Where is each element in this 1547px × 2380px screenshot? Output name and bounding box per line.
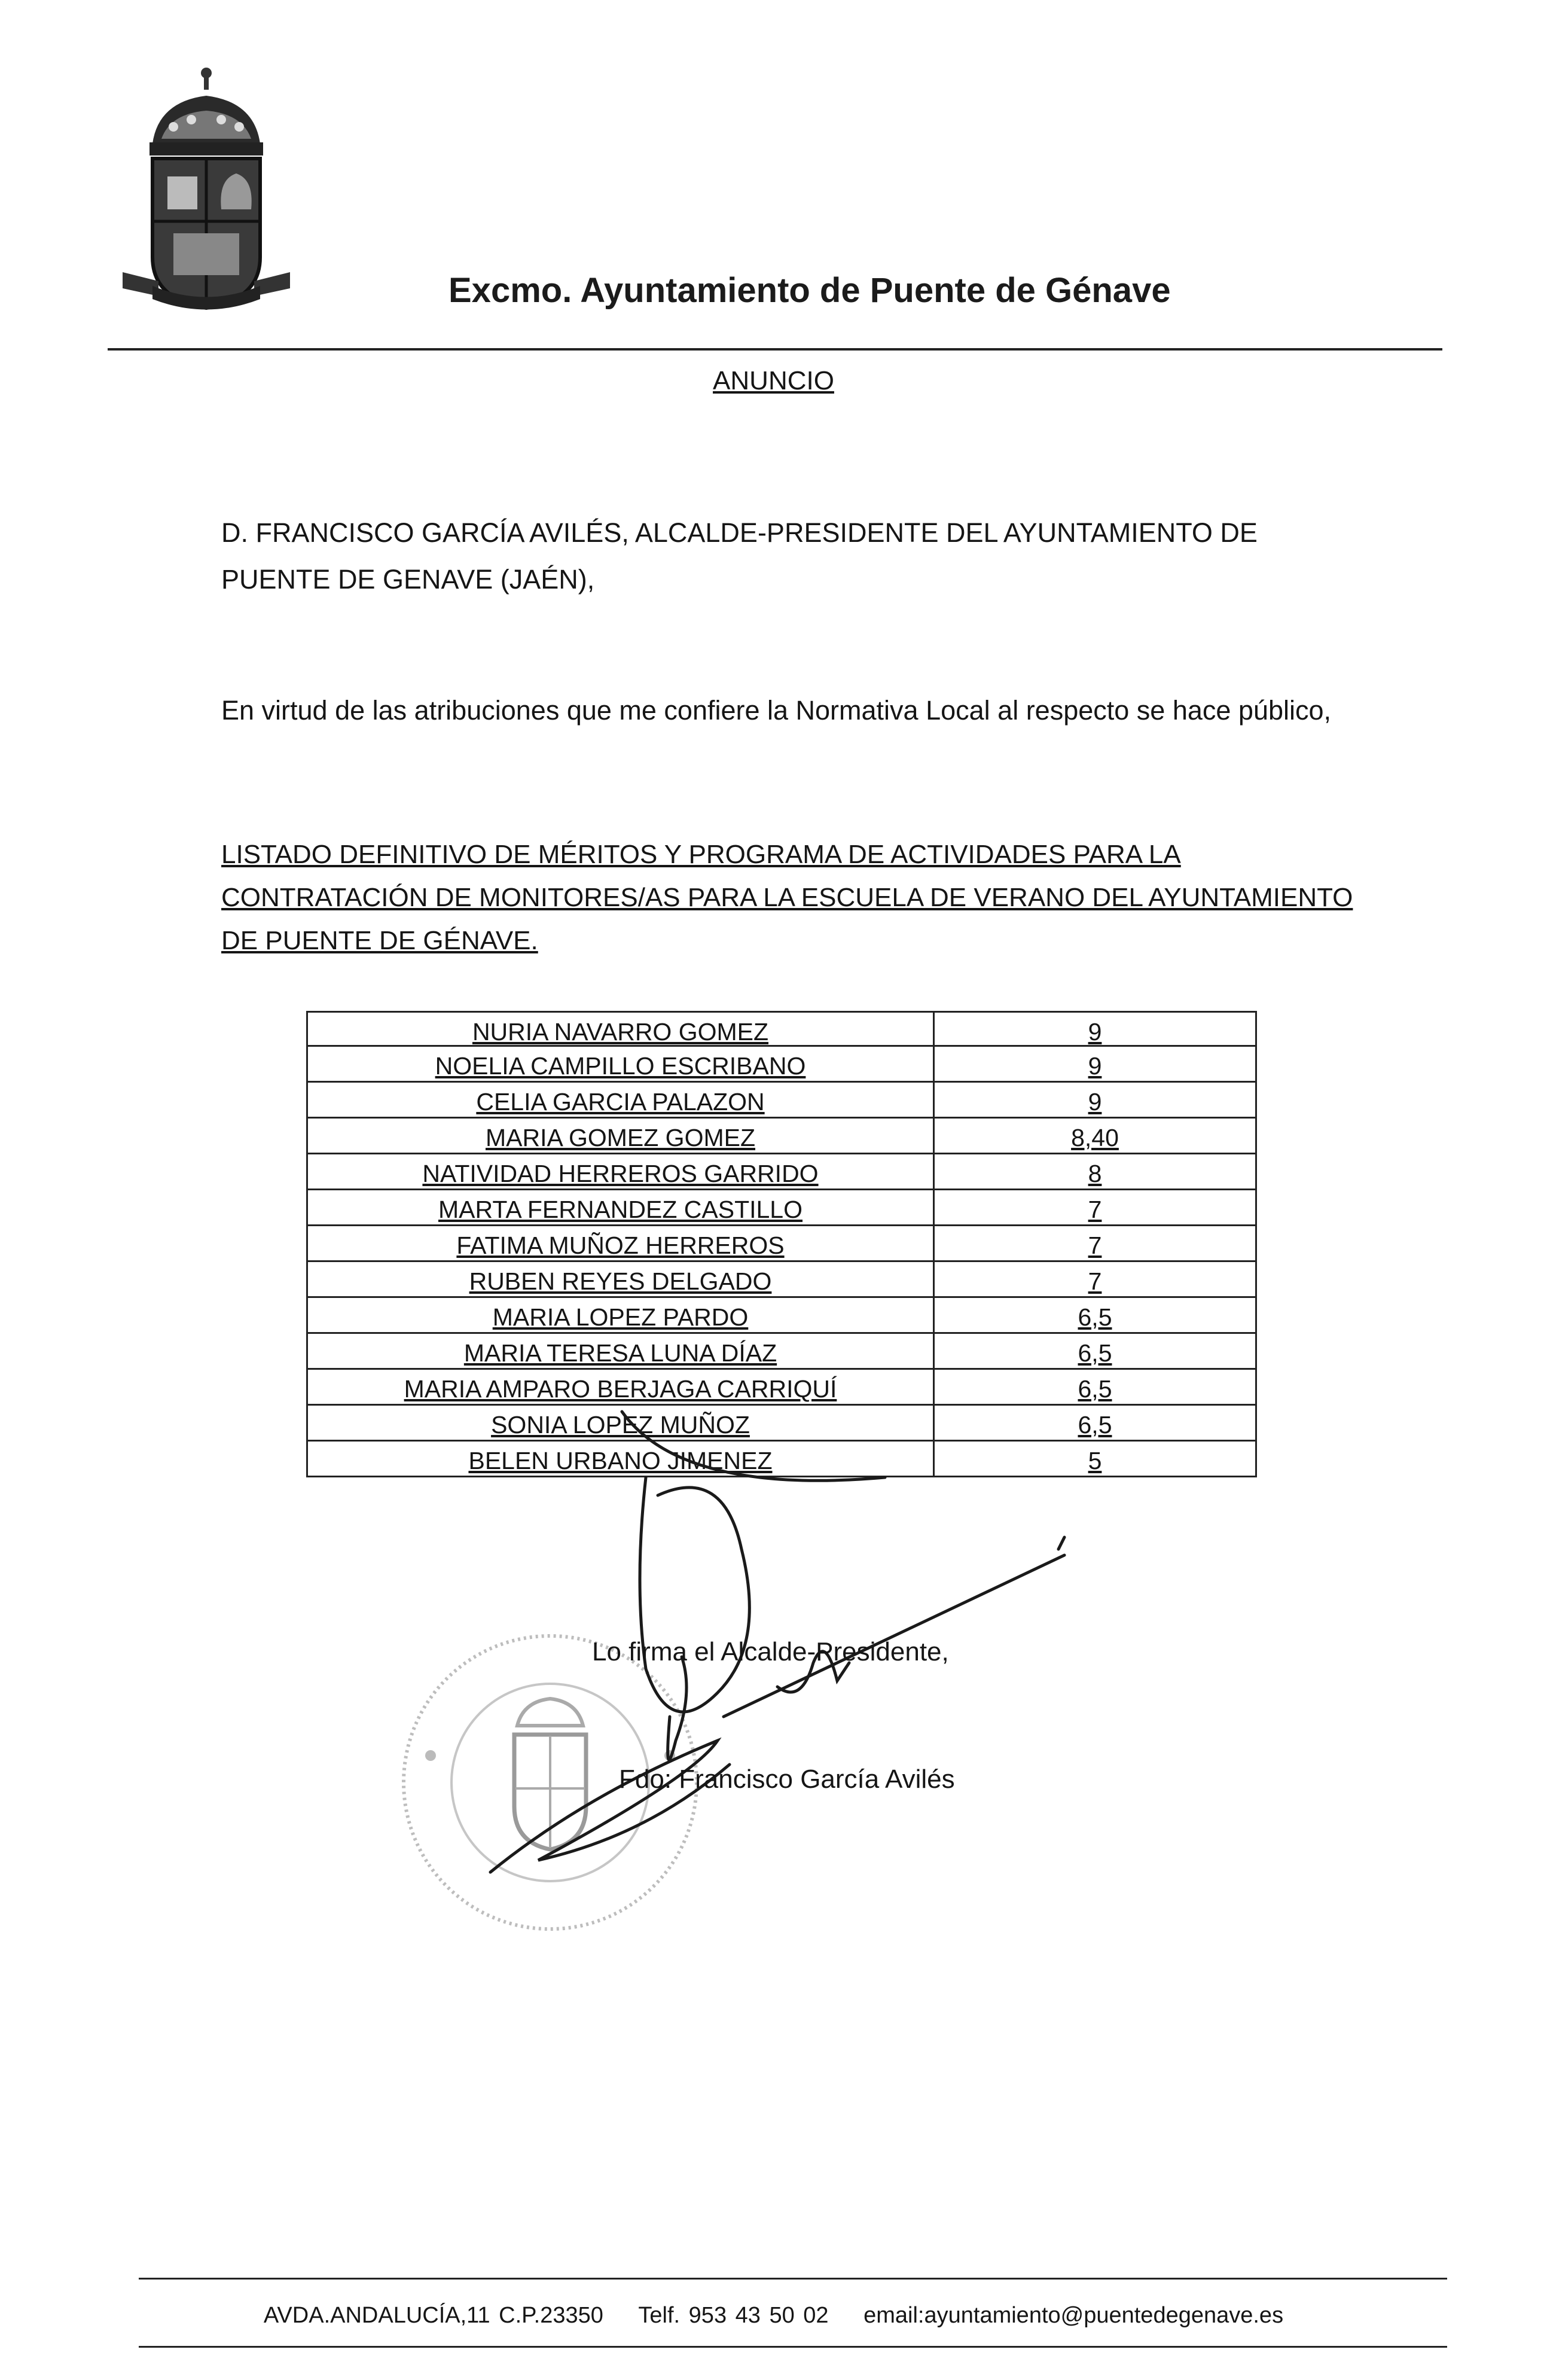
table-row	[306, 1226, 1257, 1262]
signatory-name: Fdo: Francisco García Avilés	[619, 1765, 955, 1794]
candidate-score: 7	[1088, 1196, 1102, 1223]
coat-of-arms-icon	[117, 60, 296, 317]
candidate-name: NURIA NAVARRO GOMEZ	[308, 1013, 935, 1045]
candidate-score: 8	[1088, 1160, 1102, 1187]
footer-divider-top	[139, 2278, 1447, 2280]
listing-title: LISTADO DEFINITIVO DE MÉRITOS Y PROGRAMA DE ACTIVIDADES PARA LA CONTRATACIÓN DE MONITORES/AS PARA LA ESCUELA DE VERANO DEL AYUNTAMIENTO DE PUENTE DE GÉNAVE.	[221, 840, 1353, 955]
candidate-score: 6,5	[1078, 1339, 1112, 1367]
signature-caption: Lo firma el Alcalde-Presidente,	[592, 1637, 949, 1666]
candidate-score: 5	[1088, 1447, 1102, 1474]
official-line: D. FRANCISCO GARCÍA AVILÉS, ALCALDE-PRESIDENTE DEL AYUNTAMIENTO DE PUENTE DE GENAVE (JAÉN),	[221, 517, 1258, 595]
candidate-name: FATIMA MUÑOZ HERREROS	[308, 1226, 935, 1260]
table-row	[306, 1298, 1257, 1334]
candidate-score: 9	[1088, 1018, 1102, 1046]
candidate-name: CELIA GARCIA PALAZON	[308, 1083, 935, 1117]
header-title: Excmo. Ayuntamiento de Puente de Génave	[448, 271, 1171, 310]
candidate-name: RUBEN REYES DELGADO	[308, 1262, 935, 1296]
candidate-name: NOELIA CAMPILLO ESCRIBANO	[308, 1047, 935, 1081]
candidate-score: 6,5	[1078, 1411, 1112, 1439]
candidate-score: 8,40	[1071, 1124, 1119, 1151]
header-divider	[108, 348, 1442, 351]
footer-address: AVDA.ANDALUCÍA,11 C.P.23350	[263, 2303, 603, 2328]
table-row	[306, 1334, 1257, 1370]
candidate-score: 9	[1088, 1052, 1102, 1080]
candidate-name: MARTA FERNANDEZ CASTILLO	[308, 1190, 935, 1224]
candidate-score: 7	[1088, 1232, 1102, 1259]
table-row	[306, 1154, 1257, 1190]
table-row	[306, 1011, 1257, 1047]
candidate-score: 6,5	[1078, 1375, 1112, 1403]
candidate-name: MARIA GOMEZ GOMEZ	[308, 1119, 935, 1153]
footer-phone: Telf. 953 43 50 02	[638, 2303, 829, 2328]
table-row	[306, 1047, 1257, 1083]
candidate-name: BELEN URBANO JIMENEZ	[308, 1442, 935, 1476]
intro-paragraph: En virtud de las atribuciones que me confiere la Normativa Local al respecto se hace público,	[221, 695, 1332, 726]
footer-divider-bottom	[139, 2346, 1447, 2348]
candidate-name: MARIA LOPEZ PARDO	[308, 1298, 935, 1332]
table-row	[306, 1370, 1257, 1406]
table-row	[306, 1083, 1257, 1119]
footer-email: email:ayuntamiento@puentedegenave.es	[863, 2303, 1284, 2328]
candidate-name: NATIVIDAD HERREROS GARRIDO	[308, 1154, 935, 1189]
table-row	[306, 1190, 1257, 1226]
candidate-score: 6,5	[1078, 1303, 1112, 1331]
candidate-name: MARIA TERESA LUNA DÍAZ	[308, 1334, 935, 1368]
candidate-score: 7	[1088, 1267, 1102, 1295]
candidate-score: 9	[1088, 1088, 1102, 1116]
candidate-name: SONIA LOPEZ MUÑOZ	[308, 1406, 935, 1440]
table-row	[306, 1262, 1257, 1298]
footer	[0, 2303, 1547, 2329]
notice-heading: ANUNCIO	[713, 366, 834, 395]
table-row	[306, 1119, 1257, 1154]
candidate-name: MARIA AMPARO BERJAGA CARRIQUÍ	[308, 1370, 935, 1404]
